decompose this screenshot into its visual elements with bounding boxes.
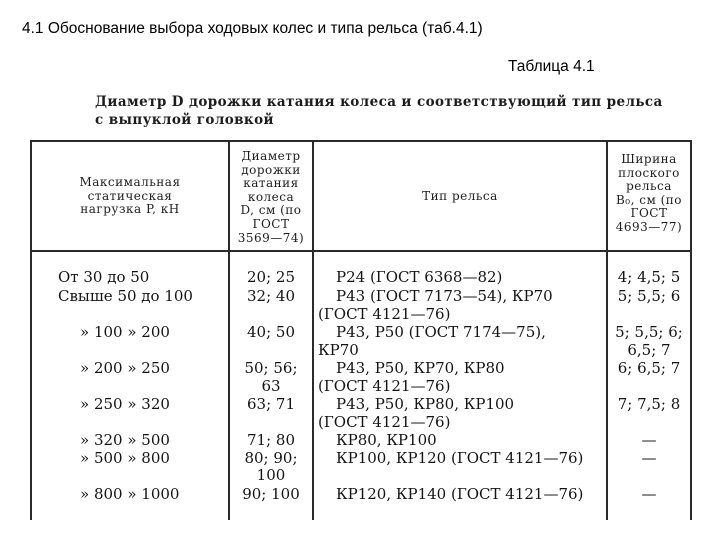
- cell-rail: КР100, КР120 (ГОСТ 4121—76): [336, 449, 584, 467]
- cell-rail: (ГОСТ 4121—76): [318, 305, 451, 323]
- cell-load: » 800 » 1000: [80, 485, 180, 503]
- cell-diameter: 100: [256, 466, 286, 484]
- section-heading: 4.1 Обоснование выбора ходовых колес и типа рельса (таб.4.1): [22, 20, 483, 37]
- column-header-width: Ширина плоского рельса B₀, см (по ГОСТ 4693—77): [615, 152, 683, 234]
- table-left-border: [30, 140, 32, 520]
- cell-diameter: 90; 100: [242, 485, 300, 503]
- table-top-border: [30, 140, 692, 142]
- cell-load: » 200 » 250: [80, 359, 170, 377]
- cell-rail: Р43, Р50, КР80, КР100: [336, 395, 515, 413]
- column-header-load: Максимальная статическая нагрузка P, кН: [79, 175, 181, 217]
- cell-rail: КР70: [318, 341, 359, 359]
- cell-rail: Р43, Р50 (ГОСТ 7174—75),: [336, 323, 546, 341]
- cell-load: » 500 » 800: [80, 449, 170, 467]
- cell-diameter: 50; 56;: [244, 359, 298, 377]
- cell-width: 7; 7,5; 8: [617, 395, 681, 413]
- cell-load: » 250 » 320: [80, 395, 170, 413]
- cell-rail: Р24 (ГОСТ 6368—82): [336, 268, 503, 286]
- cell-rail: КР120, КР140 (ГОСТ 4121—76): [336, 485, 584, 503]
- caption-line: с выпуклой головкой: [95, 112, 274, 128]
- cell-width: —: [641, 431, 657, 449]
- cell-load: Свыше 50 до 100: [58, 287, 193, 305]
- table-number: Таблица 4.1: [508, 58, 595, 75]
- cell-diameter: 20; 25: [247, 268, 295, 286]
- header-bottom-border: [30, 250, 692, 252]
- cell-width: 6,5; 7: [627, 341, 671, 359]
- cell-diameter: 40; 50: [247, 323, 295, 341]
- cell-rail: (ГОСТ 4121—76): [318, 413, 451, 431]
- cell-width: 4; 4,5; 5: [617, 268, 681, 286]
- cell-width: 5; 5,5; 6: [617, 287, 681, 305]
- cell-width: —: [641, 449, 657, 467]
- column-header-diameter: Диаметр дорожки катания колеса D, см (по ГОСТ 3569—74): [237, 149, 305, 245]
- table-caption: [95, 93, 663, 129]
- cell-diameter: 80; 90;: [244, 449, 298, 467]
- cell-rail: КР80, КР100: [336, 431, 437, 449]
- caption-line: Диаметр D дорожки катания колеса и соответствующий тип рельса: [95, 94, 663, 110]
- cell-rail: Р43, Р50, КР70, КР80: [336, 359, 505, 377]
- cell-diameter: 71; 80: [247, 431, 295, 449]
- cell-width: 6; 6,5; 7: [617, 359, 681, 377]
- cell-load: От 30 до 50: [58, 268, 150, 286]
- cell-diameter: 63; 71: [247, 395, 295, 413]
- cell-load: » 100 » 200: [80, 323, 170, 341]
- cell-rail: (ГОСТ 4121—76): [318, 377, 451, 395]
- table-right-border: [690, 140, 692, 520]
- cell-width: —: [641, 485, 657, 503]
- cell-load: » 320 » 500: [80, 431, 170, 449]
- column-header-rail-type: Тип рельса: [422, 189, 498, 203]
- cell-diameter: 63: [261, 377, 281, 395]
- cell-rail: Р43 (ГОСТ 7173—54), КР70: [336, 287, 553, 305]
- cell-diameter: 32; 40: [247, 287, 295, 305]
- cell-width: 5; 5,5; 6;: [615, 323, 683, 341]
